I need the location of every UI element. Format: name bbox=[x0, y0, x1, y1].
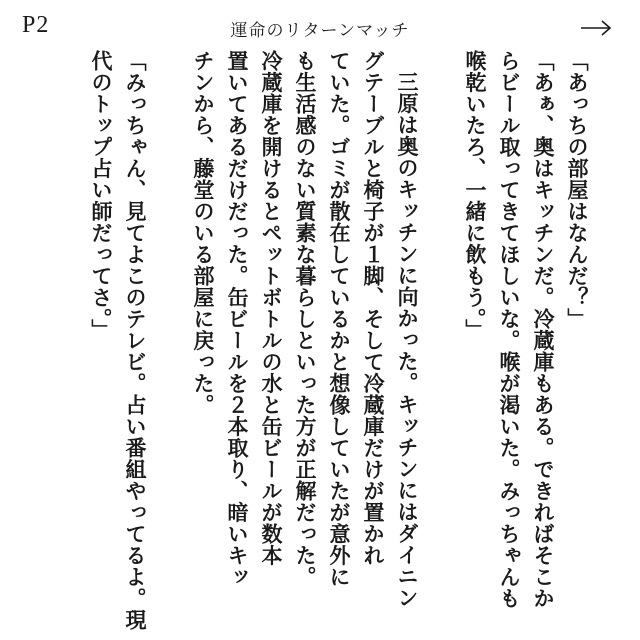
story-line: チンから、藤堂のいる部屋に戻った。 bbox=[191, 50, 216, 416]
story-line: 置いてあるだけだった。缶ビールを２本取り、暗いキッ bbox=[225, 50, 250, 588]
story-line: グテーブルと椅子が１脚、そして冷蔵庫だけが置かれ bbox=[361, 50, 386, 566]
story-line: 「あっちの部屋はなんだ？」 bbox=[565, 50, 590, 330]
story-line: 冷蔵庫を開けるとペットボトルの水と缶ビールが数本 bbox=[259, 50, 284, 566]
story-line: 代のトップ占い師だってさ。」 bbox=[89, 50, 114, 341]
story-line: ていた。ゴミが散在しているかと想像していたが意外に bbox=[327, 50, 352, 588]
right-arrow-icon[interactable] bbox=[580, 18, 612, 38]
page-number: P2 bbox=[22, 12, 50, 38]
story-line: も生活感のない質素な暮らしといった方が正解だった。 bbox=[293, 50, 318, 588]
story-line: 「みっちゃん、見てよこのテレビ。占い番組やってるよ。現 bbox=[123, 50, 148, 631]
paragraph-gap bbox=[152, 50, 186, 635]
story-body bbox=[34, 50, 594, 635]
story-line: らビール取ってきてほしいな。喉が渇いた。みっちゃんも bbox=[497, 50, 522, 609]
chapter-title: 運命のリターンマッチ bbox=[230, 21, 410, 41]
story-line: 「あぁ、奥はキッチンだ。冷蔵庫もある。できればそこか bbox=[531, 50, 556, 609]
story-line: 喉乾いたろ、一緒に飲もう。」 bbox=[463, 50, 488, 341]
story-line: 三原は奥のキッチンに向かった。キッチンにはダイニン bbox=[395, 71, 420, 609]
paragraph-gap bbox=[424, 50, 458, 635]
